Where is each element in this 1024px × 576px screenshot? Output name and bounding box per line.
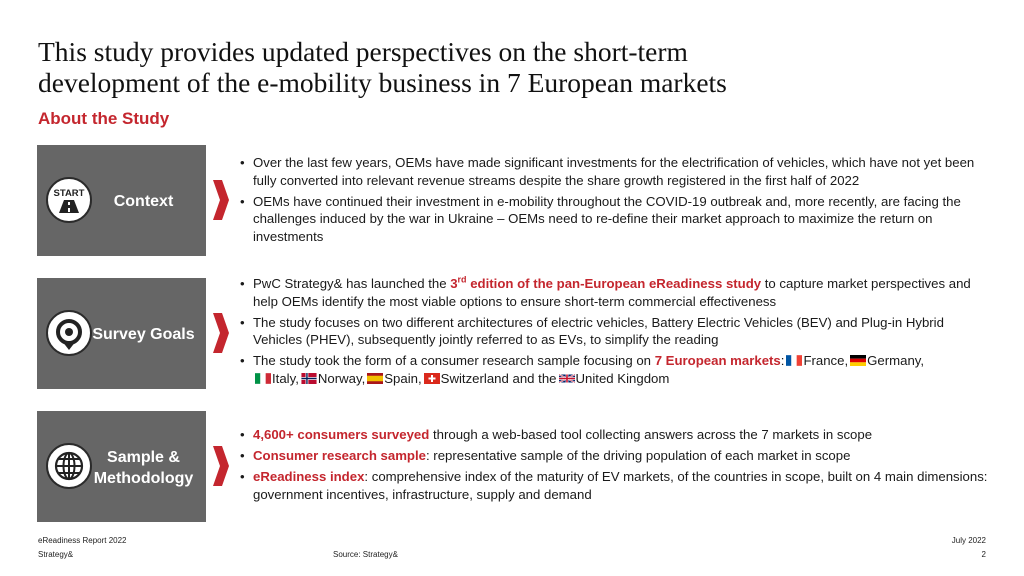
page-subtitle: About the Study xyxy=(38,109,170,128)
survey-goals-bullets xyxy=(240,275,990,391)
edition-number: 3 xyxy=(450,276,458,291)
markets-highlight: 7 European markets xyxy=(654,353,781,369)
highlight: 4,600+ consumers surveyed xyxy=(253,427,430,442)
footer-date: July 2022 xyxy=(951,536,986,545)
uk-flag-icon xyxy=(559,373,575,384)
market-switzerland: Switzerland and the xyxy=(440,370,557,386)
bullet-text: to capture market perspectives and help OEMs identify the most viable options to ensure short-term commercial effectiveness xyxy=(253,276,971,309)
chevron-right-icon xyxy=(213,446,229,486)
germany-flag-icon xyxy=(850,355,866,366)
switzerland-flag-icon xyxy=(424,373,440,384)
list-item xyxy=(240,468,990,503)
chevron-right-icon xyxy=(213,313,229,353)
market-germany: Germany, xyxy=(867,353,925,369)
list-item xyxy=(240,352,990,387)
france-flag-icon xyxy=(786,355,802,366)
survey-goals-box xyxy=(37,278,206,389)
sample-methodology-box xyxy=(37,411,206,522)
bullet-text: : comprehensive index of the maturity of EV markets, of the countries in scope, built on 4 main dimensions: government incentives, infrastructure, supply and demand xyxy=(253,469,988,502)
bullet-text: PwC Strategy& has launched the xyxy=(253,276,451,291)
context-bullets xyxy=(240,154,990,249)
market-uk: United Kingdom xyxy=(575,370,670,386)
spain-flag-icon xyxy=(367,373,383,384)
market-france: France, xyxy=(803,353,849,369)
list-item: • Over the last few years, OEMs have made significant investments for the electrification of vehicles, which have not yet been fully converted into relevant revenue streams despite the share growth registered in the first half of 2022 xyxy=(240,154,990,189)
market-italy: Italy, xyxy=(272,370,299,386)
page-title xyxy=(38,36,998,98)
context-box xyxy=(37,145,206,256)
svg-text:START: START xyxy=(53,188,85,199)
list-item xyxy=(240,426,990,444)
colon: : xyxy=(780,353,785,369)
highlight: Consumer research sample xyxy=(253,448,426,464)
list-item xyxy=(240,275,990,310)
sample-methodology-label xyxy=(81,447,206,489)
title-line-1: This study provides updated perspectives on the short-term xyxy=(38,36,688,67)
footer-source: Source: Strategy& xyxy=(333,550,398,559)
sample-bullets xyxy=(240,426,990,507)
market-spain: Spain, xyxy=(384,370,422,386)
edition-suffix: rd xyxy=(457,274,467,285)
footer-brand: Strategy& xyxy=(38,550,74,559)
list-item xyxy=(240,447,990,465)
edition-highlight xyxy=(450,276,761,291)
italy-flag-icon xyxy=(255,373,271,384)
label-line-1: Sample & xyxy=(107,449,180,466)
context-label: Context xyxy=(113,193,174,210)
list-item: • OEMs have continued their investment in e-mobility throughout the COVID-19 outbreak and, more recently, are facing the challenges induced by the war in Ukraine – OEMs need to re-define their market approach to maximize the return on investments xyxy=(240,193,990,246)
page-number: 2 xyxy=(981,550,986,559)
norway-flag-icon xyxy=(301,373,317,384)
edition-text: edition of the pan-European eReadiness study xyxy=(466,276,762,291)
bullet-text: The study took the form of a consumer research sample focusing on xyxy=(253,353,655,369)
bullet-text: through a web-based tool collecting answers across the 7 markets in scope xyxy=(429,427,873,442)
footer-report: eReadiness Report 2022 xyxy=(38,536,127,545)
list-item: • The study focuses on two different architectures of electric vehicles, Battery Electric Vehicles (BEV) and Plug-in Hybrid Vehicles (PHEV), subsequently jointly referred to as EVs, to simplify the reading xyxy=(240,314,990,349)
survey-goals-label: Survey Goals xyxy=(92,326,195,343)
highlight: eReadiness index xyxy=(253,469,365,485)
title-line-2: development of the e-mobility business in 7 European markets xyxy=(38,67,727,98)
chevron-right-icon xyxy=(213,180,229,220)
label-line-2: Methodology xyxy=(93,470,194,487)
bullet-text: : representative sample of the driving population of each market in scope xyxy=(425,448,851,464)
market-norway: Norway, xyxy=(317,370,366,386)
